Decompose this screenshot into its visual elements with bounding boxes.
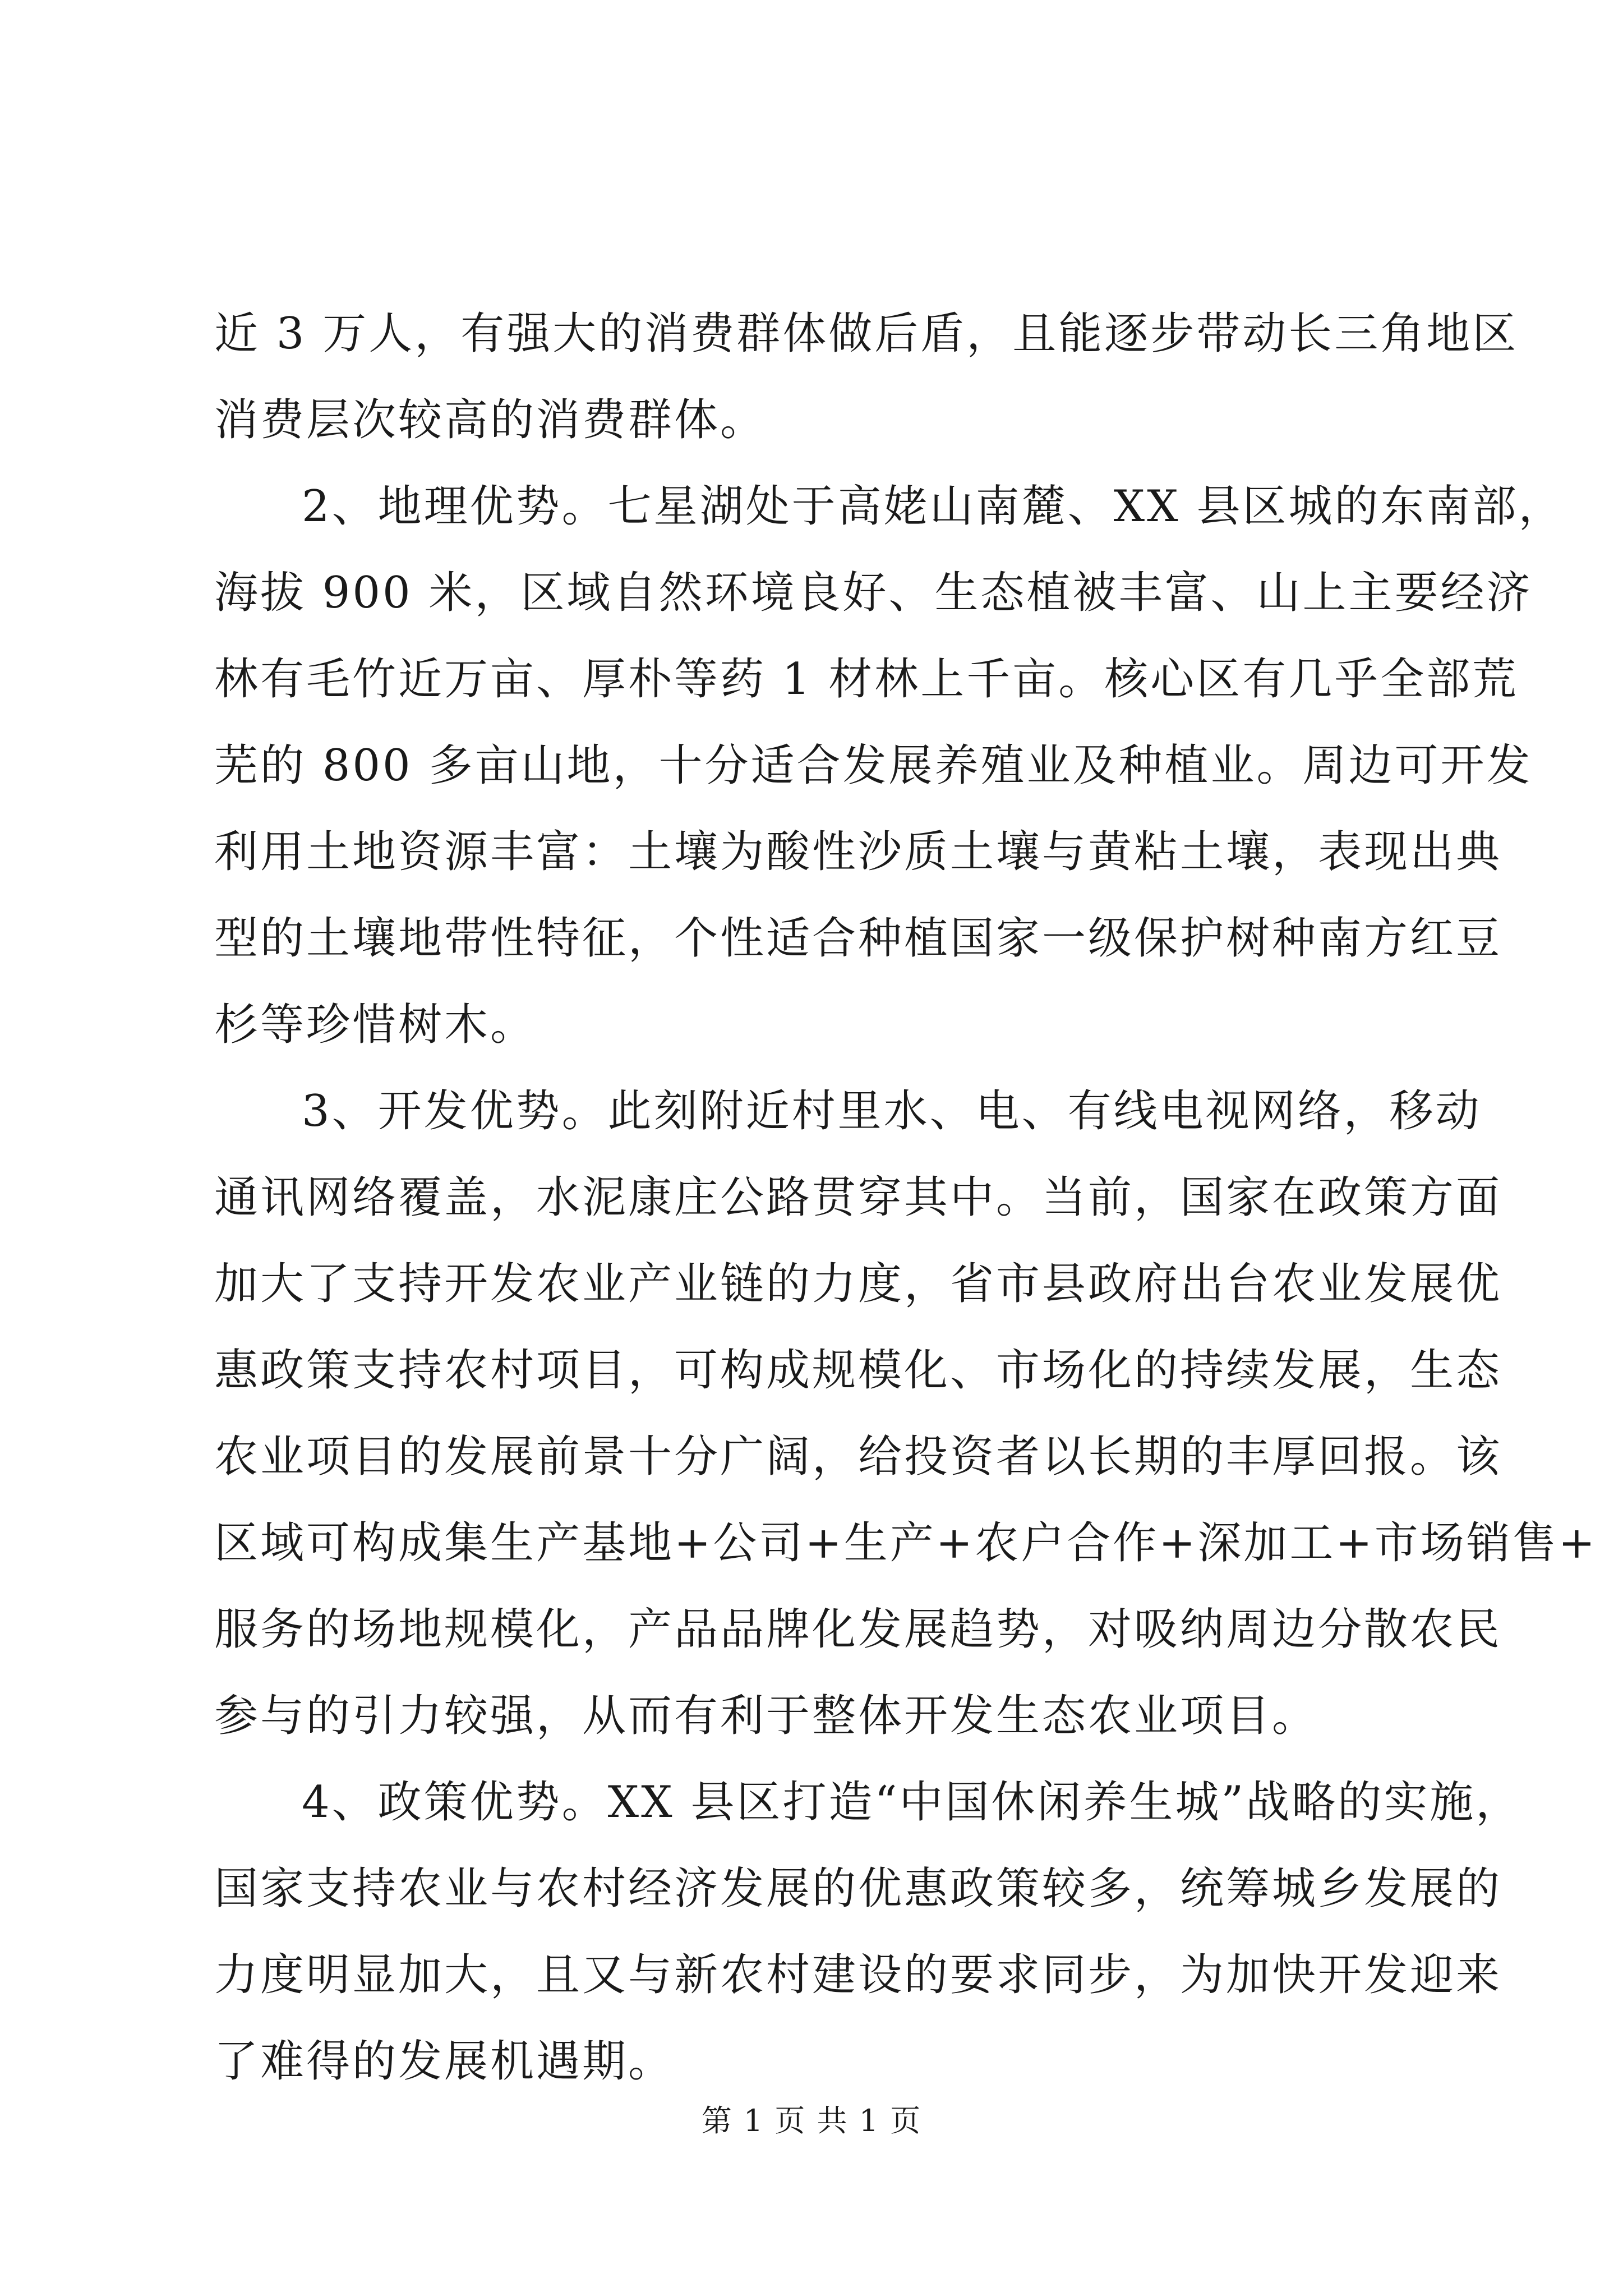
text-line: 海拔 900 米，区域自然环境良好、生态植被丰富、山上主要经济: [214, 568, 1533, 618]
text-line: 近 3 万人，有强大的消费群体做后盾，且能逐步带动长三角地区: [214, 309, 1519, 359]
text-line: 杉等珍惜树木。: [214, 1000, 537, 1050]
text-line: 通讯网络覆盖，水泥康庄公路贯穿其中。当前，国家在政策方面: [214, 1172, 1502, 1223]
paragraph-start-line: 2、地理优势。七星湖处于高姥山南麓、XX 县区城的东南部，: [302, 481, 1565, 532]
page-footer: [0, 2101, 1623, 2141]
paragraph-start-line: 3、开发优势。此刻附近村里水、电、有线电视网络，移动: [302, 1086, 1482, 1137]
text-line: 区域可构成集生产基地+公司+生产+农户合作+深加工+市场销售+: [214, 1518, 1598, 1568]
text-line: 国家支持农业与农村经济发展的优惠政策较多，统筹城乡发展的: [214, 1864, 1502, 1914]
text-line: 力度明显加大，且又与新农村建设的要求同步，为加快开发迎来: [214, 1950, 1502, 2000]
text-line: 服务的场地规模化，产品品牌化发展趋势，对吸纳周边分散农民: [214, 1604, 1502, 1655]
text-line: 林有毛竹近万亩、厚朴等药 1 材林上千亩。核心区有几乎全部荒: [214, 654, 1519, 705]
text-line: 型的土壤地带性特征，个性适合种植国家一级保护树种南方红豆: [214, 913, 1502, 964]
text-line: 加大了支持开发农业产业链的力度，省市县政府出台农业发展优: [214, 1259, 1502, 1309]
text-line: 利用土地资源丰富：土壤为酸性沙质土壤与黄粘土壤，表现出典: [214, 827, 1502, 877]
text-line: 惠政策支持农村项目，可构成规模化、市场化的持续发展，生态: [214, 1345, 1502, 1396]
text-line: 参与的引力较强，从而有利于整体开发生态农业项目。: [214, 1691, 1318, 1741]
text-line: 农业项目的发展前景十分广阔，给投资者以长期的丰厚回报。该: [214, 1432, 1502, 1482]
page-number-label: 第 1 页 共 1 页: [701, 2103, 922, 2138]
text-line: 了难得的发展机遇期。: [214, 2036, 675, 2087]
text-line: 芜的 800 多亩山地，十分适合发展养殖业及种植业。周边可开发: [214, 740, 1533, 791]
paragraph-start-line: 4、政策优势。XX 县区打造“中国休闲养生城”战略的实施，: [302, 1777, 1522, 1828]
document-body: [214, 291, 1598, 2105]
text-line: 消费层次较高的消费群体。: [214, 395, 767, 445]
